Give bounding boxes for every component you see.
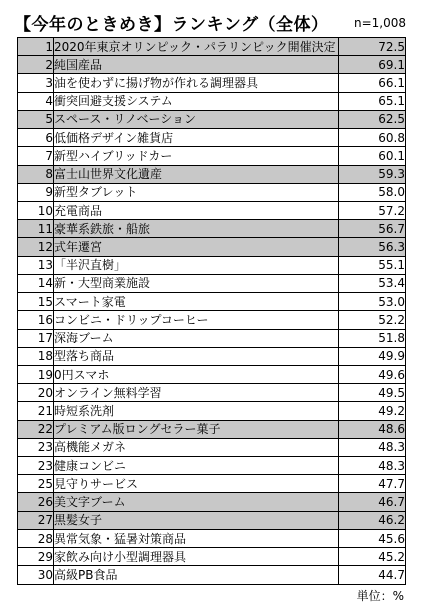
value-cell: 47.7: [339, 475, 406, 493]
rank-cell: 15: [18, 293, 54, 311]
value-cell: 60.1: [339, 147, 406, 165]
rank-cell: 16: [18, 311, 54, 329]
value-cell: 46.7: [339, 493, 406, 511]
table-row: [18, 293, 406, 311]
table-row: [18, 438, 406, 456]
value-cell: 58.0: [339, 183, 406, 201]
rank-cell: 22: [18, 420, 54, 438]
value-cell: 66.1: [339, 74, 406, 92]
item-cell: 充電商品: [54, 201, 339, 219]
item-cell: 新型タブレット: [54, 183, 339, 201]
value-cell: 60.8: [339, 129, 406, 147]
table-row: [18, 311, 406, 329]
item-cell: 新・大型商業施設: [54, 274, 339, 292]
item-cell: 高級PB食品: [54, 566, 339, 584]
item-cell: スマート家電: [54, 293, 339, 311]
table-row: [18, 56, 406, 74]
value-cell: 55.1: [339, 256, 406, 274]
value-cell: 53.4: [339, 274, 406, 292]
table-row: [18, 529, 406, 547]
item-cell: 高機能メガネ: [54, 438, 339, 456]
value-cell: 56.3: [339, 238, 406, 256]
sample-size: n=1,008: [353, 16, 406, 30]
rank-cell: 6: [18, 129, 54, 147]
rank-cell: 21: [18, 402, 54, 420]
item-cell: 油を使わずに揚げ物が作れる調理器具: [54, 74, 339, 92]
rank-cell: 19: [18, 365, 54, 383]
item-cell: スペース・リノベーション: [54, 110, 339, 128]
value-cell: 45.6: [339, 529, 406, 547]
item-cell: 富士山世界文化遺産: [54, 165, 339, 183]
value-cell: 48.6: [339, 420, 406, 438]
value-cell: 52.2: [339, 311, 406, 329]
table-row: [18, 256, 406, 274]
table-row: [18, 38, 406, 56]
rank-cell: 27: [18, 511, 54, 529]
value-cell: 59.3: [339, 165, 406, 183]
table-row: [18, 511, 406, 529]
value-cell: 45.2: [339, 548, 406, 566]
table-row: [18, 329, 406, 347]
unit-label: 単位：%: [356, 589, 404, 603]
value-cell: 44.7: [339, 566, 406, 584]
table-row: [18, 147, 406, 165]
rank-cell: 11: [18, 220, 54, 238]
table-row: [18, 183, 406, 201]
item-cell: 「半沢直樹」: [54, 256, 339, 274]
rank-cell: 2: [18, 56, 54, 74]
item-cell: 黒髪女子: [54, 511, 339, 529]
value-cell: 65.1: [339, 92, 406, 110]
table-row: [18, 129, 406, 147]
item-cell: 式年遷宮: [54, 238, 339, 256]
table-row: [18, 493, 406, 511]
value-cell: 49.5: [339, 384, 406, 402]
item-cell: 2020年東京オリンピック・パラリンピック開催決定: [54, 38, 339, 56]
value-cell: 48.3: [339, 457, 406, 475]
item-cell: コンビニ・ドリップコーヒー: [54, 311, 339, 329]
item-cell: 家飲み向け小型調理器具: [54, 548, 339, 566]
rank-cell: 17: [18, 329, 54, 347]
table-row: [18, 274, 406, 292]
ranking-table-body: [18, 38, 406, 585]
item-cell: 新型ハイブリッドカー: [54, 147, 339, 165]
table-row: [18, 420, 406, 438]
value-cell: 57.2: [339, 201, 406, 219]
rank-cell: 30: [18, 566, 54, 584]
value-cell: 72.5: [339, 38, 406, 56]
table-row: [18, 220, 406, 238]
rank-cell: 1: [18, 38, 54, 56]
value-cell: 49.9: [339, 347, 406, 365]
value-cell: 46.2: [339, 511, 406, 529]
value-cell: 49.2: [339, 402, 406, 420]
value-cell: 69.1: [339, 56, 406, 74]
item-cell: 見守りサービス: [54, 475, 339, 493]
rank-cell: 5: [18, 110, 54, 128]
chart-title: 【今年のときめき】ランキング（全体）: [14, 15, 329, 35]
rank-cell: 3: [18, 74, 54, 92]
rank-cell: 28: [18, 529, 54, 547]
item-cell: 0円スマホ: [54, 365, 339, 383]
rank-cell: 4: [18, 92, 54, 110]
item-cell: 型落ち商品: [54, 347, 339, 365]
item-cell: オンライン無料学習: [54, 384, 339, 402]
table-row: [18, 566, 406, 584]
item-cell: 時短系洗剤: [54, 402, 339, 420]
value-cell: 48.3: [339, 438, 406, 456]
item-cell: 深海ブーム: [54, 329, 339, 347]
rank-cell: 26: [18, 493, 54, 511]
table-row: [18, 238, 406, 256]
table-row: [18, 347, 406, 365]
rank-cell: 23: [18, 457, 54, 475]
rank-cell: 13: [18, 256, 54, 274]
table-row: [18, 110, 406, 128]
item-cell: 異常気象・猛暑対策商品: [54, 529, 339, 547]
item-cell: 美文字ブーム: [54, 493, 339, 511]
table-row: [18, 165, 406, 183]
rank-cell: 7: [18, 147, 54, 165]
table-row: [18, 402, 406, 420]
item-cell: 衝突回避支援システム: [54, 92, 339, 110]
table-row: [18, 74, 406, 92]
rank-cell: 18: [18, 347, 54, 365]
item-cell: 健康コンビニ: [54, 457, 339, 475]
rank-cell: 23: [18, 438, 54, 456]
value-cell: 51.8: [339, 329, 406, 347]
value-cell: 62.5: [339, 110, 406, 128]
ranking-table: [17, 37, 406, 585]
table-row: [18, 365, 406, 383]
rank-cell: 20: [18, 384, 54, 402]
item-cell: プレミアム版ロングセラー菓子: [54, 420, 339, 438]
rank-cell: 29: [18, 548, 54, 566]
value-cell: 56.7: [339, 220, 406, 238]
table-row: [18, 475, 406, 493]
rank-cell: 10: [18, 201, 54, 219]
table-row: [18, 92, 406, 110]
rank-cell: 14: [18, 274, 54, 292]
table-row: [18, 384, 406, 402]
table-row: [18, 548, 406, 566]
item-cell: 低価格デザイン雑貨店: [54, 129, 339, 147]
value-cell: 49.6: [339, 365, 406, 383]
table-row: [18, 457, 406, 475]
table-row: [18, 201, 406, 219]
rank-cell: 25: [18, 475, 54, 493]
rank-cell: 9: [18, 183, 54, 201]
rank-cell: 8: [18, 165, 54, 183]
item-cell: 豪華系鉄旅・船旅: [54, 220, 339, 238]
rank-cell: 12: [18, 238, 54, 256]
item-cell: 純国産品: [54, 56, 339, 74]
value-cell: 53.0: [339, 293, 406, 311]
